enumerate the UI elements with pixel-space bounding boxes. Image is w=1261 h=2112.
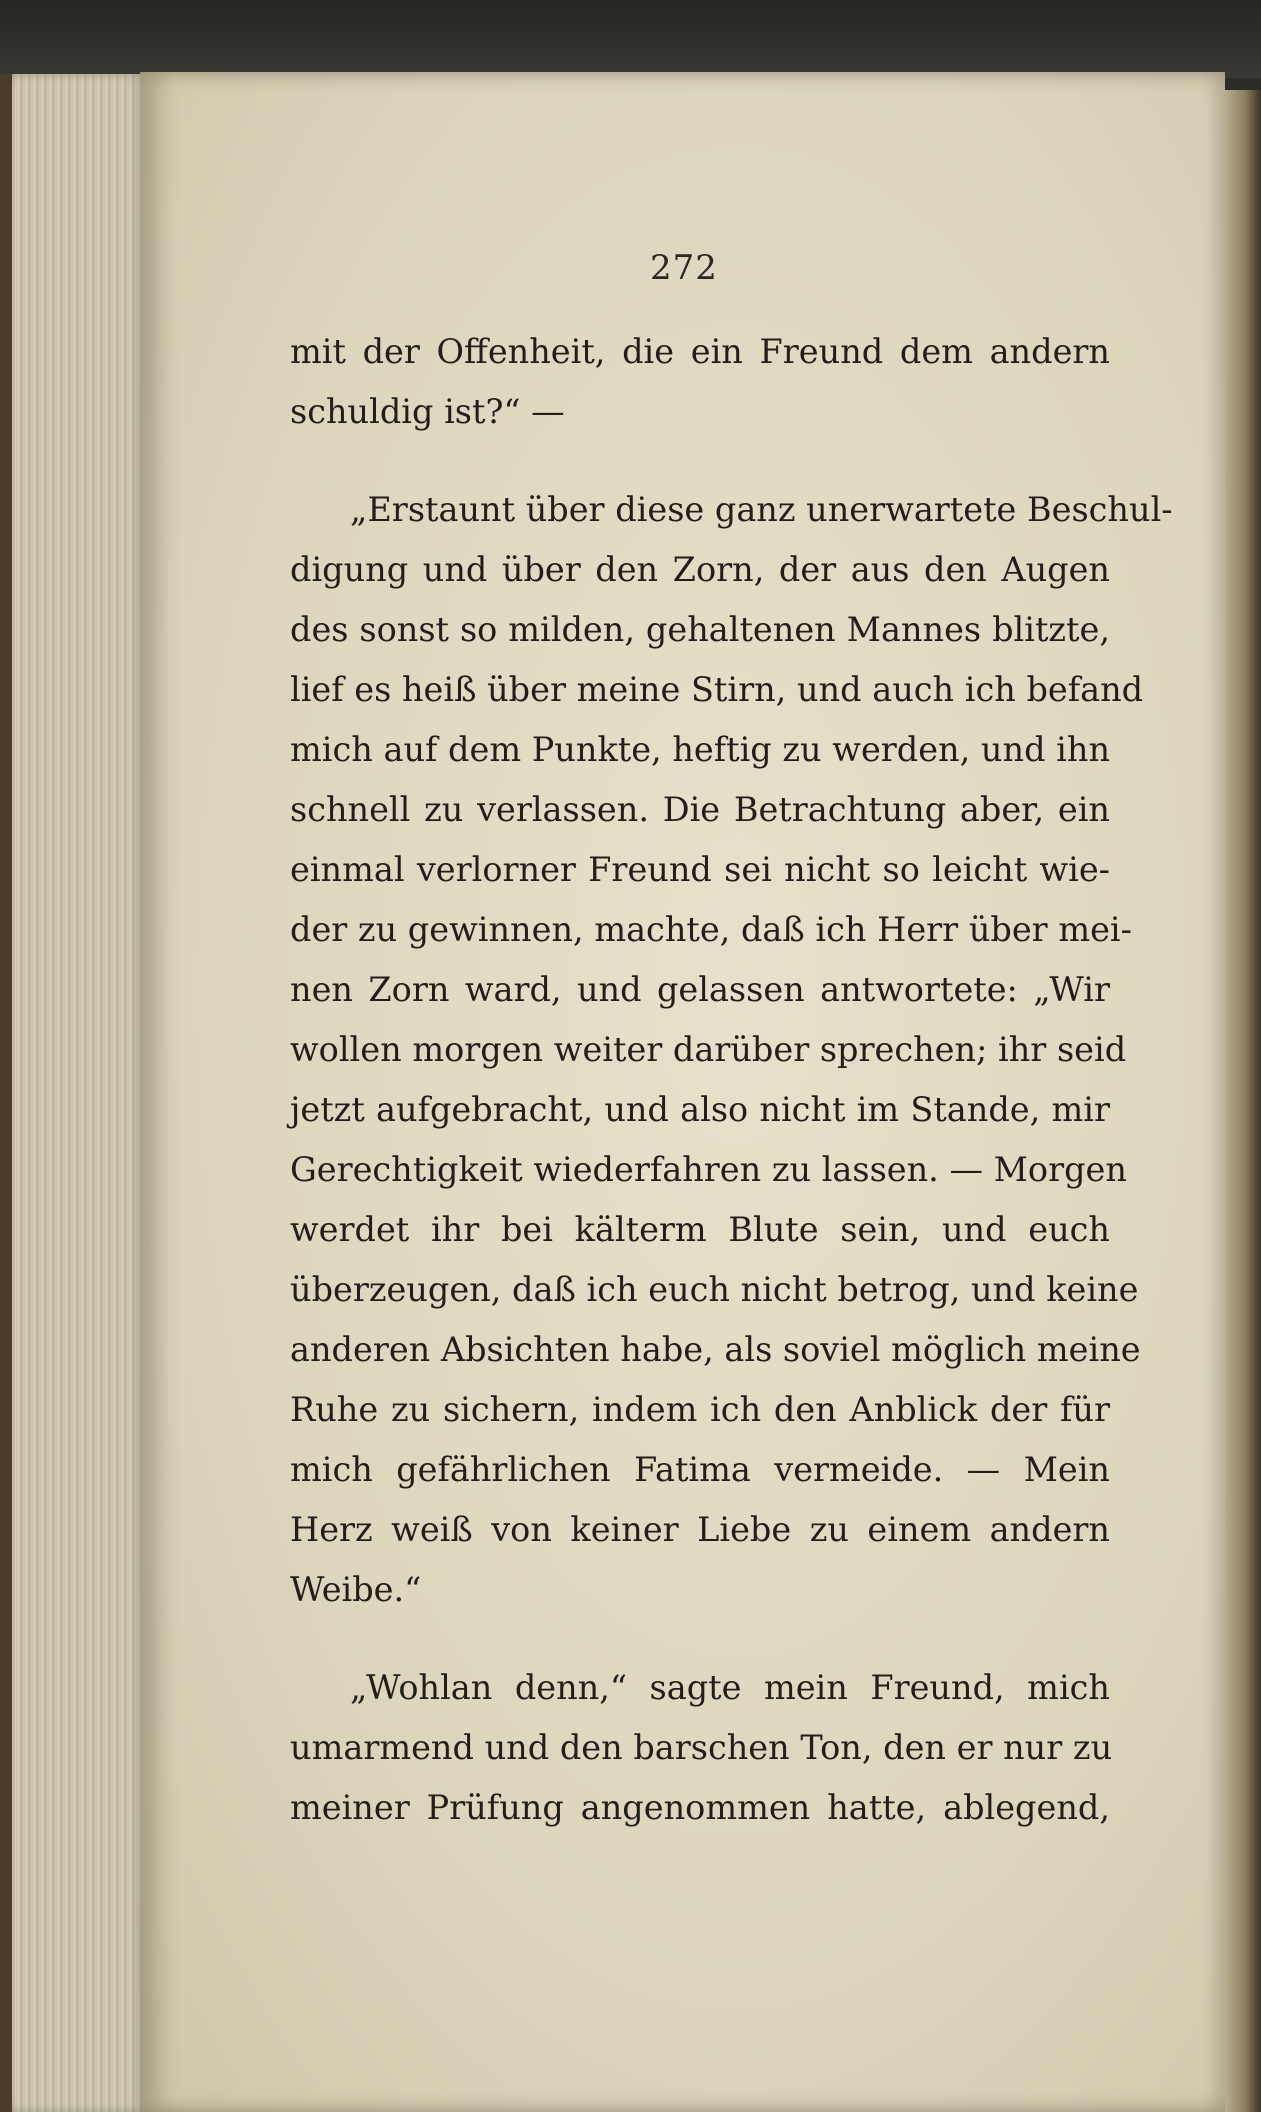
- page-number: 272: [650, 248, 718, 288]
- text-line: meiner Prüfung angenommen hatte, ablegend,: [290, 1788, 1110, 1827]
- text-line: umarmend und den barschen Ton, den er nur zu: [290, 1728, 1113, 1767]
- text-line: schnell zu verlassen. Die Betrachtung aber, ein: [290, 790, 1110, 829]
- text-line: einmal verlorner Freund sei nicht so leicht wie-: [290, 850, 1110, 889]
- text-line: jetzt aufgebracht, und also nicht im Stande, mir: [290, 1090, 1110, 1129]
- text-line: Ruhe zu sichern, indem ich den Anblick der für: [290, 1390, 1110, 1429]
- text-line: wollen morgen weiter darüber sprechen; ihr seid: [290, 1030, 1127, 1069]
- text-line: mit der Offenheit, die ein Freund dem andern: [290, 332, 1110, 371]
- text-line: „Wohlan denn,“ sagte mein Freund, mich: [350, 1668, 1110, 1707]
- text-line: Herz weiß von keiner Liebe zu einem andern: [290, 1510, 1110, 1549]
- text-line: werdet ihr bei kälterm Blute sein, und euch: [290, 1210, 1110, 1249]
- text-line: überzeugen, daß ich euch nicht betrog, und keine: [290, 1270, 1139, 1309]
- text-line: digung und über den Zorn, der aus den Augen: [290, 550, 1110, 589]
- book-cover-edge: [0, 74, 12, 2112]
- text-line: anderen Absichten habe, als soviel möglich meine: [290, 1330, 1141, 1369]
- page-stack: [0, 74, 145, 2112]
- text-line: mich gefährlichen Fatima vermeide. — Mein: [290, 1450, 1110, 1489]
- binding-edge: [0, 0, 1261, 78]
- text-line: schuldig ist?“ —: [290, 392, 565, 431]
- text-line: mich auf dem Punkte, heftig zu werden, und ihn: [290, 730, 1111, 769]
- text-line: der zu gewinnen, machte, daß ich Herr über mei-: [290, 910, 1132, 949]
- text-line: lief es heiß über meine Stirn, und auch ich befand: [290, 670, 1144, 709]
- text-line: des sonst so milden, gehaltenen Mannes blitzte,: [290, 610, 1110, 649]
- text-line: Gerechtigkeit wiederfahren zu lassen. — Morgen: [290, 1150, 1127, 1189]
- page-text: [290, 322, 1173, 1838]
- text-line: „Erstaunt über diese ganz unerwartete Beschul-: [350, 490, 1173, 529]
- text-line: nen Zorn ward, und gelassen antwortete: „Wir: [290, 970, 1110, 1009]
- next-page-edge: [1222, 90, 1261, 2112]
- text-line: Weibe.“: [290, 1570, 422, 1609]
